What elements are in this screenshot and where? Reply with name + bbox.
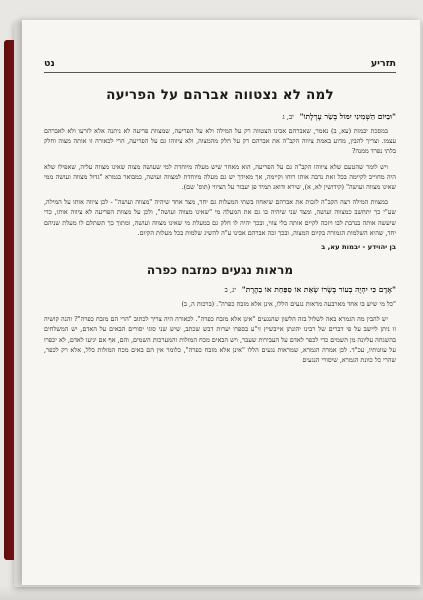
verse-quote-1 bbox=[44, 111, 396, 123]
paragraph: ויש לומר שהטעם שלא ציווהו הקב"ה גם על הפריעה, הוא מאחר שיש מעלה מיוחדת למי שעושה מצוה שאינו מצווה עליה, שאפילו שלא היה מחוייב לקיימה בכל זאת נדבה אותו רוחו וקיימה, אך מאידך יש גם מעלה מיוחדת למצווה ועושה, כמבואר בגמרא "גדול מצווה ועושה ממי שאינו מצווה ועושה" (קידושין לא, א), שירא ודואג תמיד פן יעבור על הציווי (תוס' שם). bbox=[44, 162, 396, 192]
paragraph: יש להבין מה הגמרא באה לשלול בזה הלשון שהנגעים "אינן אלא מזבח כפרה". לכאורה היה צריך לכתוב "הרי הם מזבח כפרה"? והנה קושיה זו ניתן ליישב על פי דברים של רבינו יהונתן אייבשיץ זי"ע בספרו יערות דבש שכתב, שיש שני סוגי יסורים הבאים על האדם, יש המשלחים בהשגחה עליונה מן השמים כדי לכפר לאדם על העבירות שעבר, ויש הבאים מכח המזלות והמערכות השמים, והם, אף אם יגיעו לאדם, לא יכפרו על עוונותיו, עכ"ד. לכן אמרה הגמרא, שמראות נגעים הללו "אינן אלא מזבח כפרה", כלומר אין הם באים מכח המזלות כלל, אלא רק לכפר, שהרי כל כוונת הגמרא, שיסורי הנגעים bbox=[44, 315, 396, 365]
paragraph: במצוות המילה רצה הקב"ה לזכות את אברהם שיאחוז בשתי המעלות גם יחד, מצד אחד שיהיה "מצווה ועושה" - לכן ציווה אותו על המילה, שע"י כך יתחשב כמצווה ועושה, ומצד שני שיהיה בו גם את המעלה מי "שאינו מצווה ועושה", ולכן על מצוות הפריעה לא ציווה אותו, כדי שיעשה אותה בנדבת לבו ויזכה לקיים אותה בלי צווי, ובכך יהיה לו חלק גם במעלת מי שאינו מצווה ועושה, ומתוך כך תשתלם לו מעלת שניהם יחד, שהיא השלמות הגמורה בקיום המצוה, ובכך זכה אברהם אבינו ע"ה להשיג שלמות בכל מעלות הקיום. bbox=[44, 198, 396, 237]
verse-text: "אָדָם כִּי יִהְיֶה בְעוֹר בְּשָׂרוֹ שְׂאֵת אוֹ סַפַּחַת אוֹ בַהֶרֶת" bbox=[241, 285, 396, 295]
talmud-quote: "כל מי שיש בו אחד מארבעה מראות נגעים הללו, אינן אלא מזבח כפרה". (ברכות ה, ב) bbox=[181, 300, 396, 309]
section-title-2: מראות נגעים כמזבח כפרה bbox=[146, 263, 294, 278]
verse-reference: יג, ב bbox=[224, 286, 237, 295]
table-shadow bbox=[0, 586, 423, 600]
verse-reference: יב, ג bbox=[282, 113, 294, 121]
running-head-parasha: תזריע bbox=[370, 58, 396, 69]
verse-quote-2 bbox=[44, 284, 396, 296]
book-page bbox=[22, 20, 420, 585]
paragraph: במסכת יבמות (עא, ב) נאמר, שאברהם אבינו הצטווה רק על המילה ולא על הפריעה, שמצוות פריעה לא ניתנה אלא לזרעו ולא לאברהם עצמו. וצריך להבין, מדוע באמת ציווה הקב"ה את אברהם רק על חלק מהמצוה, ולא ציווהו גם על הפריעה, הרי לכאורה זו אותה מצוה וחלק בלתי נפרד ממנה? bbox=[44, 127, 396, 156]
running-head bbox=[44, 58, 396, 73]
section-title-1: למה לא נצטווה אברהם על הפריעה bbox=[106, 87, 334, 103]
page-number: נט bbox=[44, 58, 55, 69]
verse-text: "וּבַיּוֹם הַשְּׁמִינִי יִמּוֹל בְּשַׂר עָרְלָתוֹ" bbox=[299, 112, 396, 121]
source-signature: בן יהוידע - יבמות עא, ב bbox=[321, 243, 396, 252]
